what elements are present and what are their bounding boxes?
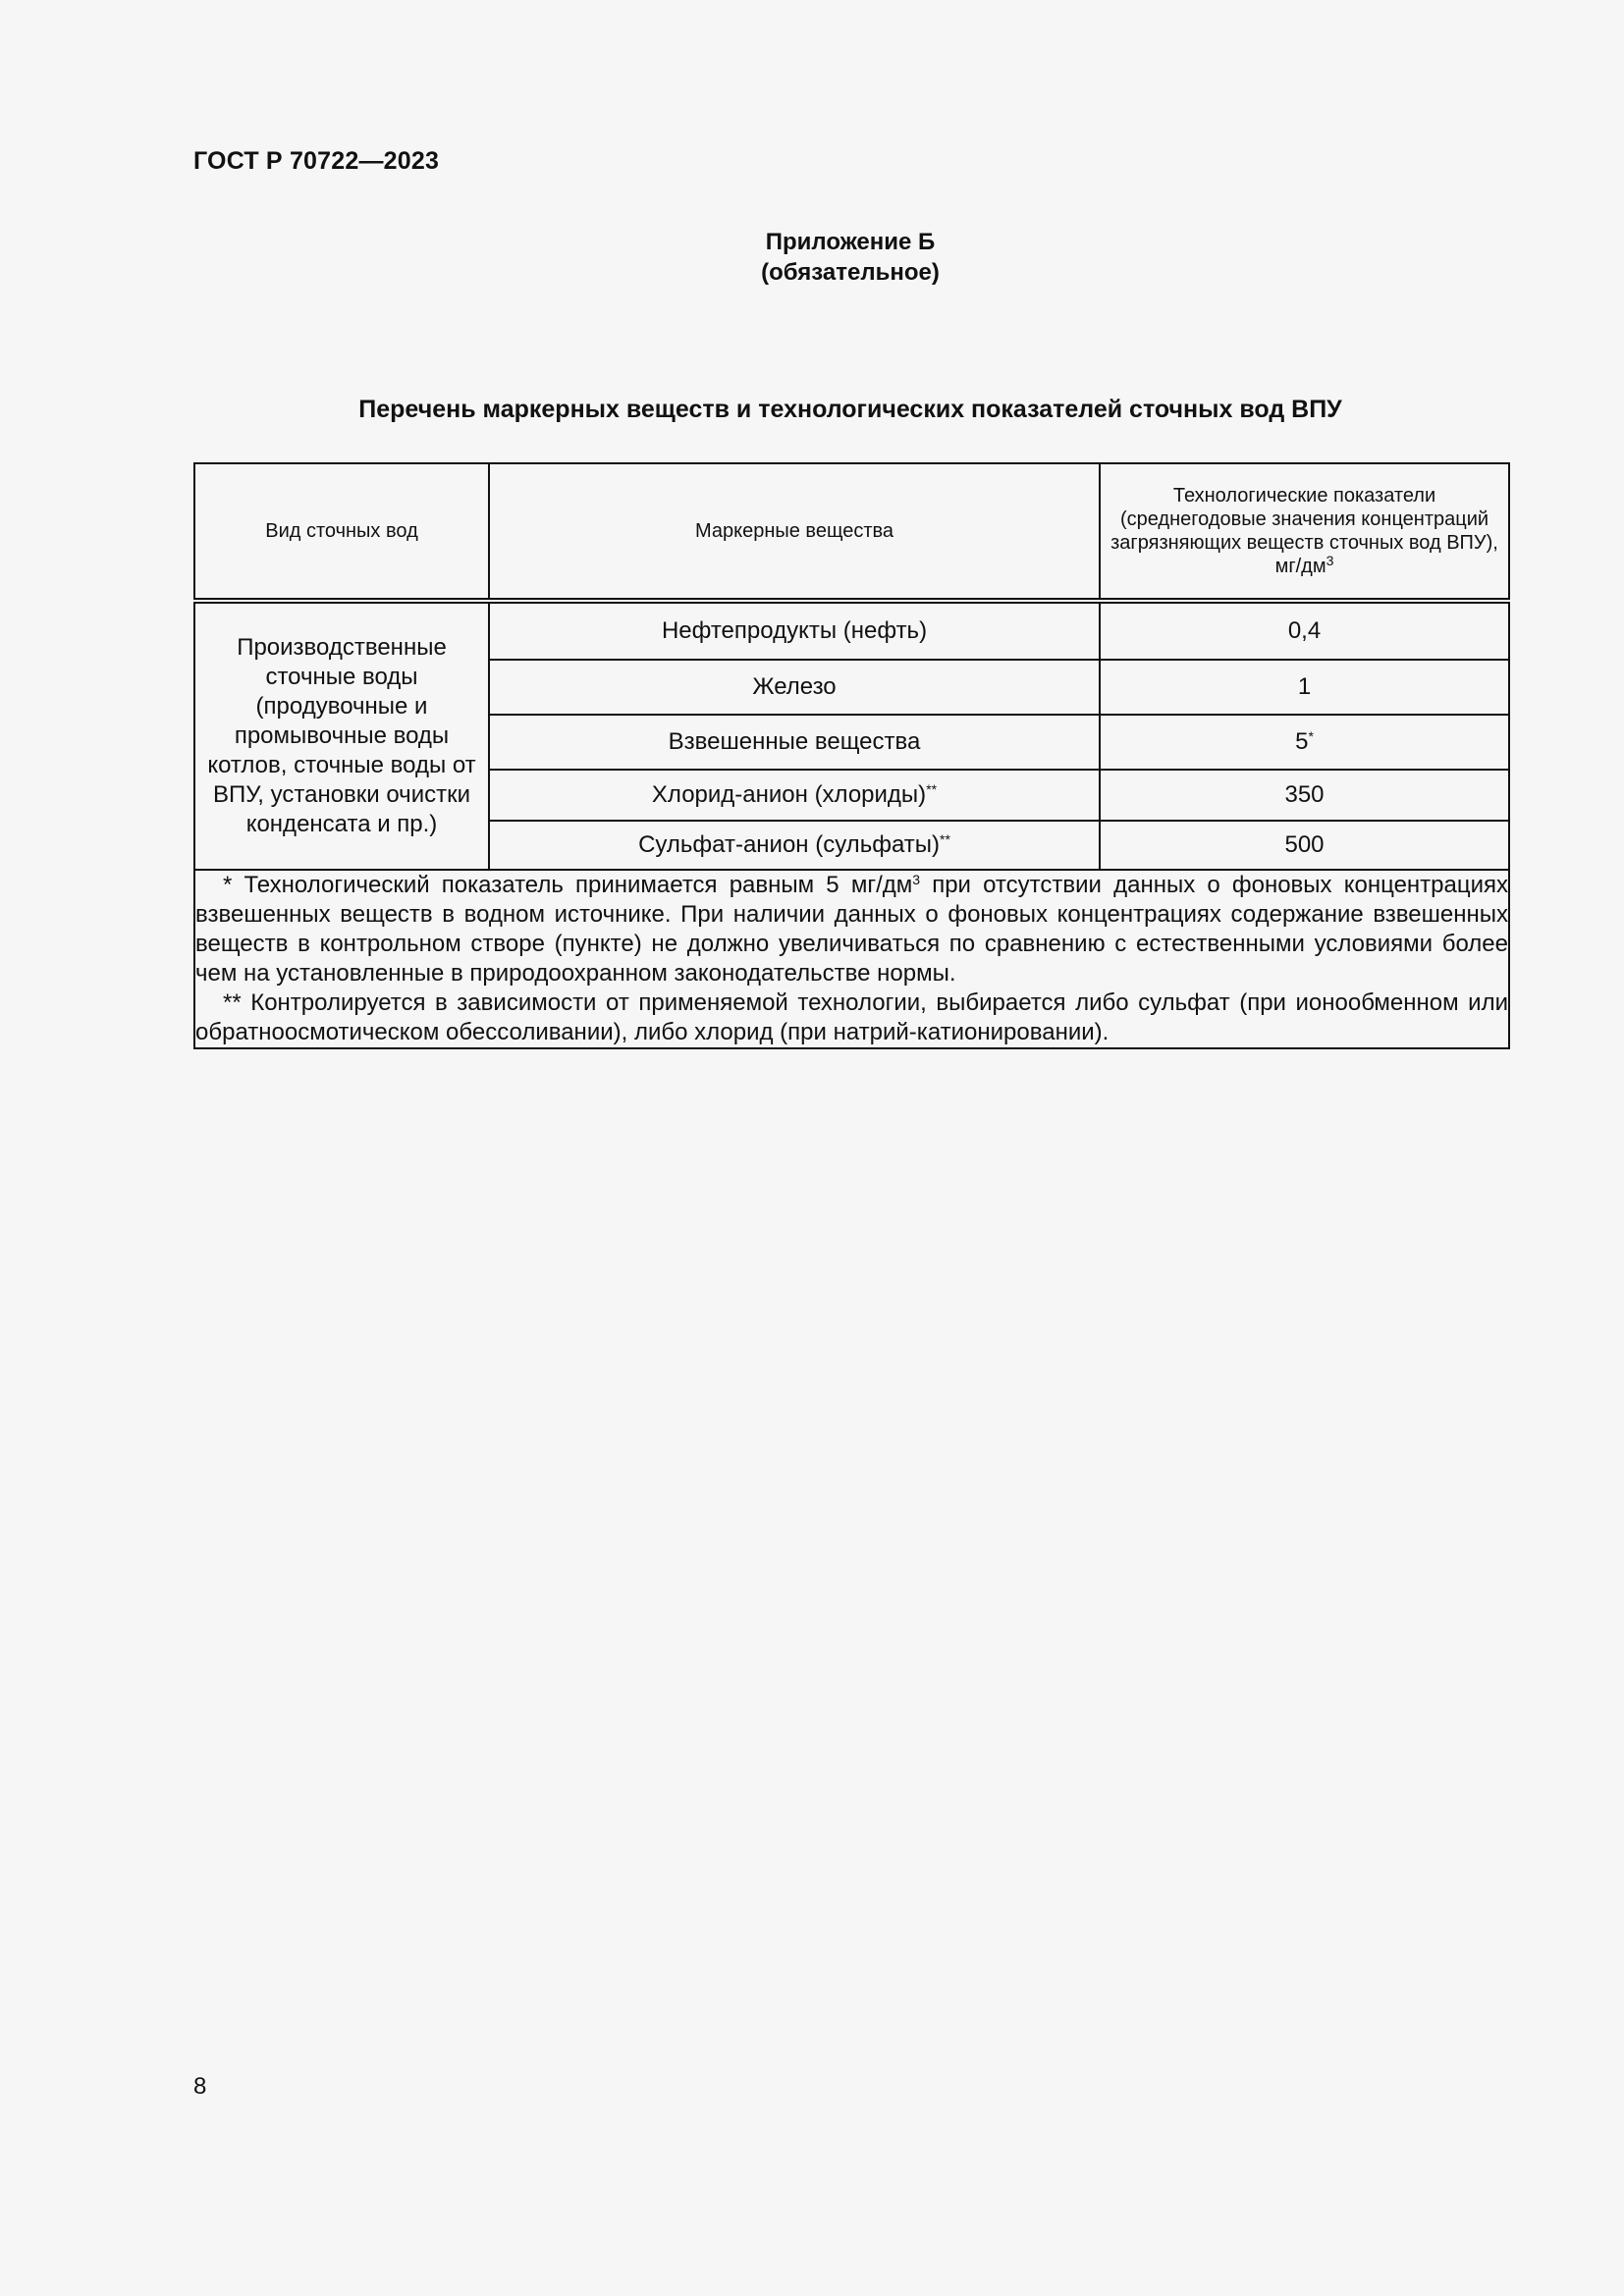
header-marker-substances: Маркерные вещества: [489, 463, 1100, 601]
substance-cell: [489, 601, 1100, 660]
footnote-1: [195, 871, 1508, 988]
substance-name: Сульфат-анион (сульфаты): [638, 831, 940, 858]
footnote-mark: *: [1308, 728, 1314, 744]
value-cell: [1100, 660, 1509, 715]
footnote-mark: **: [926, 781, 938, 797]
water-type-cell: Производственные сточные воды (продувочные и промывочные воды котлов, сточные воды от ВПУ, установки очистки конденсата и пр.): [194, 601, 489, 870]
substance-cell: [489, 660, 1100, 715]
table-title: Перечень маркерных веществ и технологических показателей сточных вод ВПУ: [358, 396, 1342, 423]
value-text: 500: [1284, 831, 1325, 858]
substance-name: Железо: [752, 673, 837, 700]
value-cell: [1100, 770, 1509, 821]
appendix-heading: [193, 227, 1507, 288]
substance-cell: [489, 715, 1100, 770]
header-water-type: Вид сточных вод: [194, 463, 489, 601]
value-text: 5: [1295, 728, 1309, 755]
value-text: 350: [1284, 781, 1325, 808]
value-cell: [1100, 715, 1509, 770]
appendix-status: (обязательное): [761, 259, 940, 286]
substance-name: Взвешенные вещества: [668, 728, 921, 755]
table-header-row: [194, 463, 1509, 601]
page-number: 8: [193, 2073, 207, 2100]
footnote-mark: **: [940, 831, 950, 847]
header-unit-superscript: 3: [1326, 553, 1334, 568]
document-id: ГОСТ Р 70722—2023: [193, 147, 440, 175]
header-tech-indicators: [1100, 463, 1509, 601]
value-cell: [1100, 601, 1509, 660]
header-tech-indicators-text: Технологические показатели (среднегодовые значения концентраций загрязняющих веществ сточных вод ВПУ), мг/дм: [1110, 485, 1498, 577]
marker-substances-table: [193, 462, 1510, 1049]
value-text: 1: [1297, 673, 1312, 700]
footnote-1-part-b: при отсутствии данных о фоновых концентрациях взвешенных веществ в водном источнике. При наличии данных о фоновых концентрациях содержание взвешенных веществ в контрольном створе (пункте) не должно увеличиваться по сравнению с естественными условиями более чем на установленные в природоохранном законодательстве нормы.: [195, 872, 1508, 987]
table-notes: [194, 870, 1509, 1048]
footnote-1-superscript: 3: [912, 872, 921, 887]
table-notes-row: [194, 870, 1509, 1048]
substance-cell: [489, 821, 1100, 870]
substance-cell: [489, 770, 1100, 821]
footnote-1-part-a: * Технологический показатель принимается равным 5 мг/дм: [223, 872, 913, 898]
substance-name: Хлорид-анион (хлориды): [651, 781, 927, 808]
value-text: 0,4: [1287, 617, 1322, 644]
appendix-title: Приложение Б: [765, 229, 936, 255]
substance-name: Нефтепродукты (нефть): [661, 617, 928, 644]
value-cell: [1100, 821, 1509, 870]
table-row: [194, 601, 1509, 660]
footnote-2: ** Контролируется в зависимости от применяемой технологии, выбирается либо сульфат (при ионообменном или обратноосмотическом обессоливании), либо хлорид (при натрий-катионировании).: [195, 989, 1508, 1045]
